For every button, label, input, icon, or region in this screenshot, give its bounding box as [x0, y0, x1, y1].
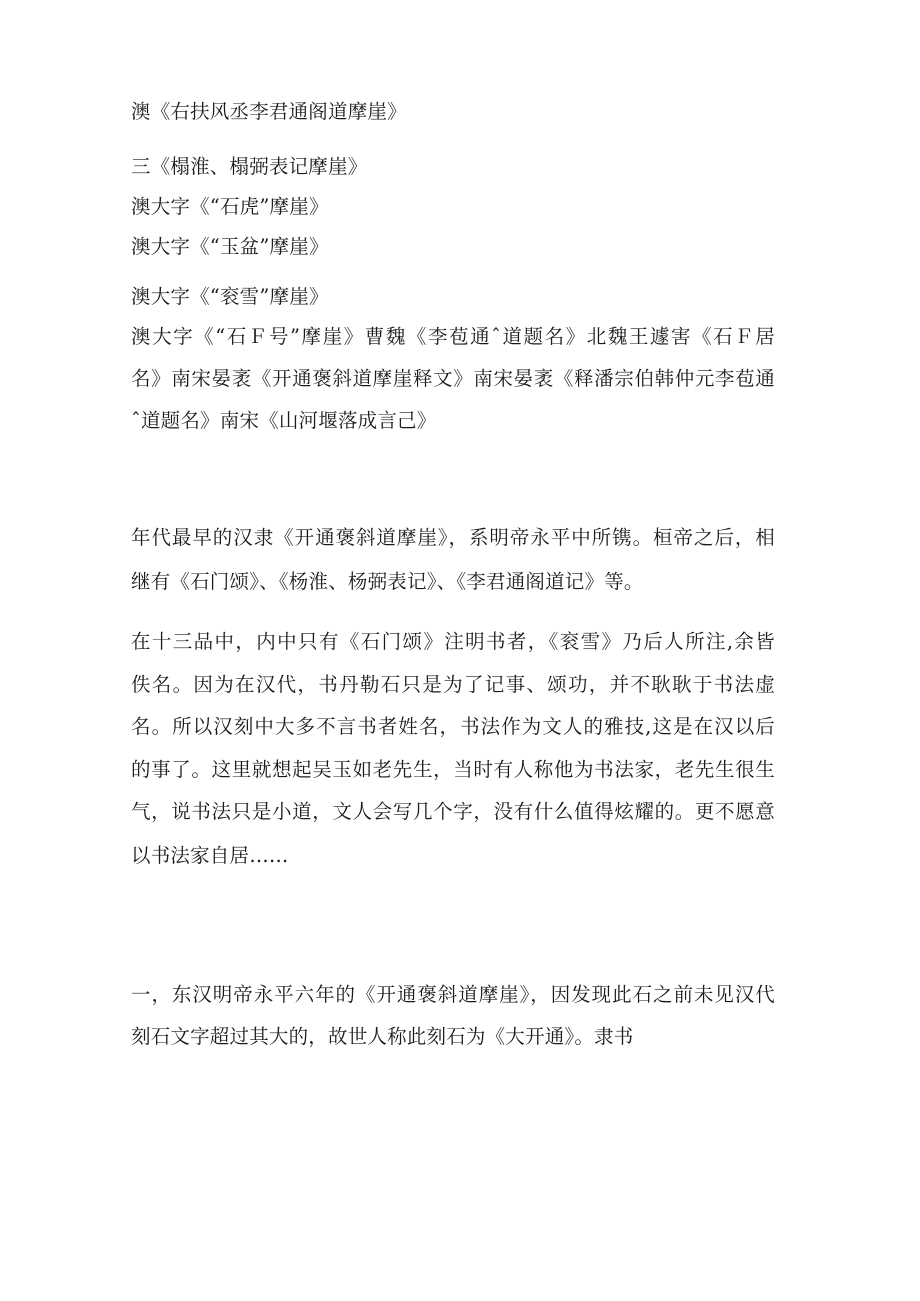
list-item-long-line: 澳大字《“石Ｆ号”摩崖》曹魏《李苞通ˆ道题名》北魏王遽害《石Ｆ居: [131, 325, 775, 348]
list-item: 澳《右扶风丞李君通阁道摩崖》: [131, 100, 407, 123]
list-item-long-line: 名》南宋晏袤《开通褒斜道摩崖释文》南宋晏袤《释潘宗伯韩仲元李苞通: [131, 367, 775, 390]
paragraph-line: 佚名。因为在汉代，书丹勒石只是为了记事、颂功，并不耿耿于书法虚: [131, 673, 775, 696]
paragraph-line: 刻石文字超过其大的，故世人称此刻石为《大开通》。隶书: [131, 1025, 634, 1048]
paragraph-line: 继有《石门颂》、《杨淮、杨弼表记》、《李君通阁道记》等。: [131, 570, 644, 593]
paragraph-line: 以书法家自居……: [131, 844, 289, 867]
list-item: 三《榻淮、榻弼表记摩崖》: [131, 155, 368, 178]
paragraph-line: 的事了。这里就想起吴玉如老先生，当时有人称他为书法家，老先生很生: [131, 758, 775, 781]
paragraph-line: 名。所以汉刻中大多不言书者姓名，书法作为文人的雅技,这是在汉以后: [131, 715, 775, 738]
paragraph-line: 在十三品中，内中只有《石门颂》注明书者，《衮雪》乃后人所注,余皆: [131, 630, 775, 653]
list-item: 澳大字《“玉盆”摩崖》: [131, 235, 329, 258]
list-item: 澳大字《“石虎”摩崖》: [131, 195, 329, 218]
list-item-long-line: ˆ道题名》南宋《山河堰落成言己》: [131, 409, 437, 432]
paragraph-line: 年代最早的汉隶《开通褒斜道摩崖》，系明帝永平中所镌。桓帝之后，相: [131, 526, 775, 549]
paragraph-line: 气，说书法只是小道，文人会写几个字，没有什么值得炫耀的。更不愿意: [131, 800, 775, 823]
paragraph-line: 一，东汉明帝永平六年的《开通褒斜道摩崖》，因发现此石之前未见汉代: [131, 983, 775, 1006]
list-item: 澳大字《“衮雪”摩崖》: [131, 285, 329, 308]
